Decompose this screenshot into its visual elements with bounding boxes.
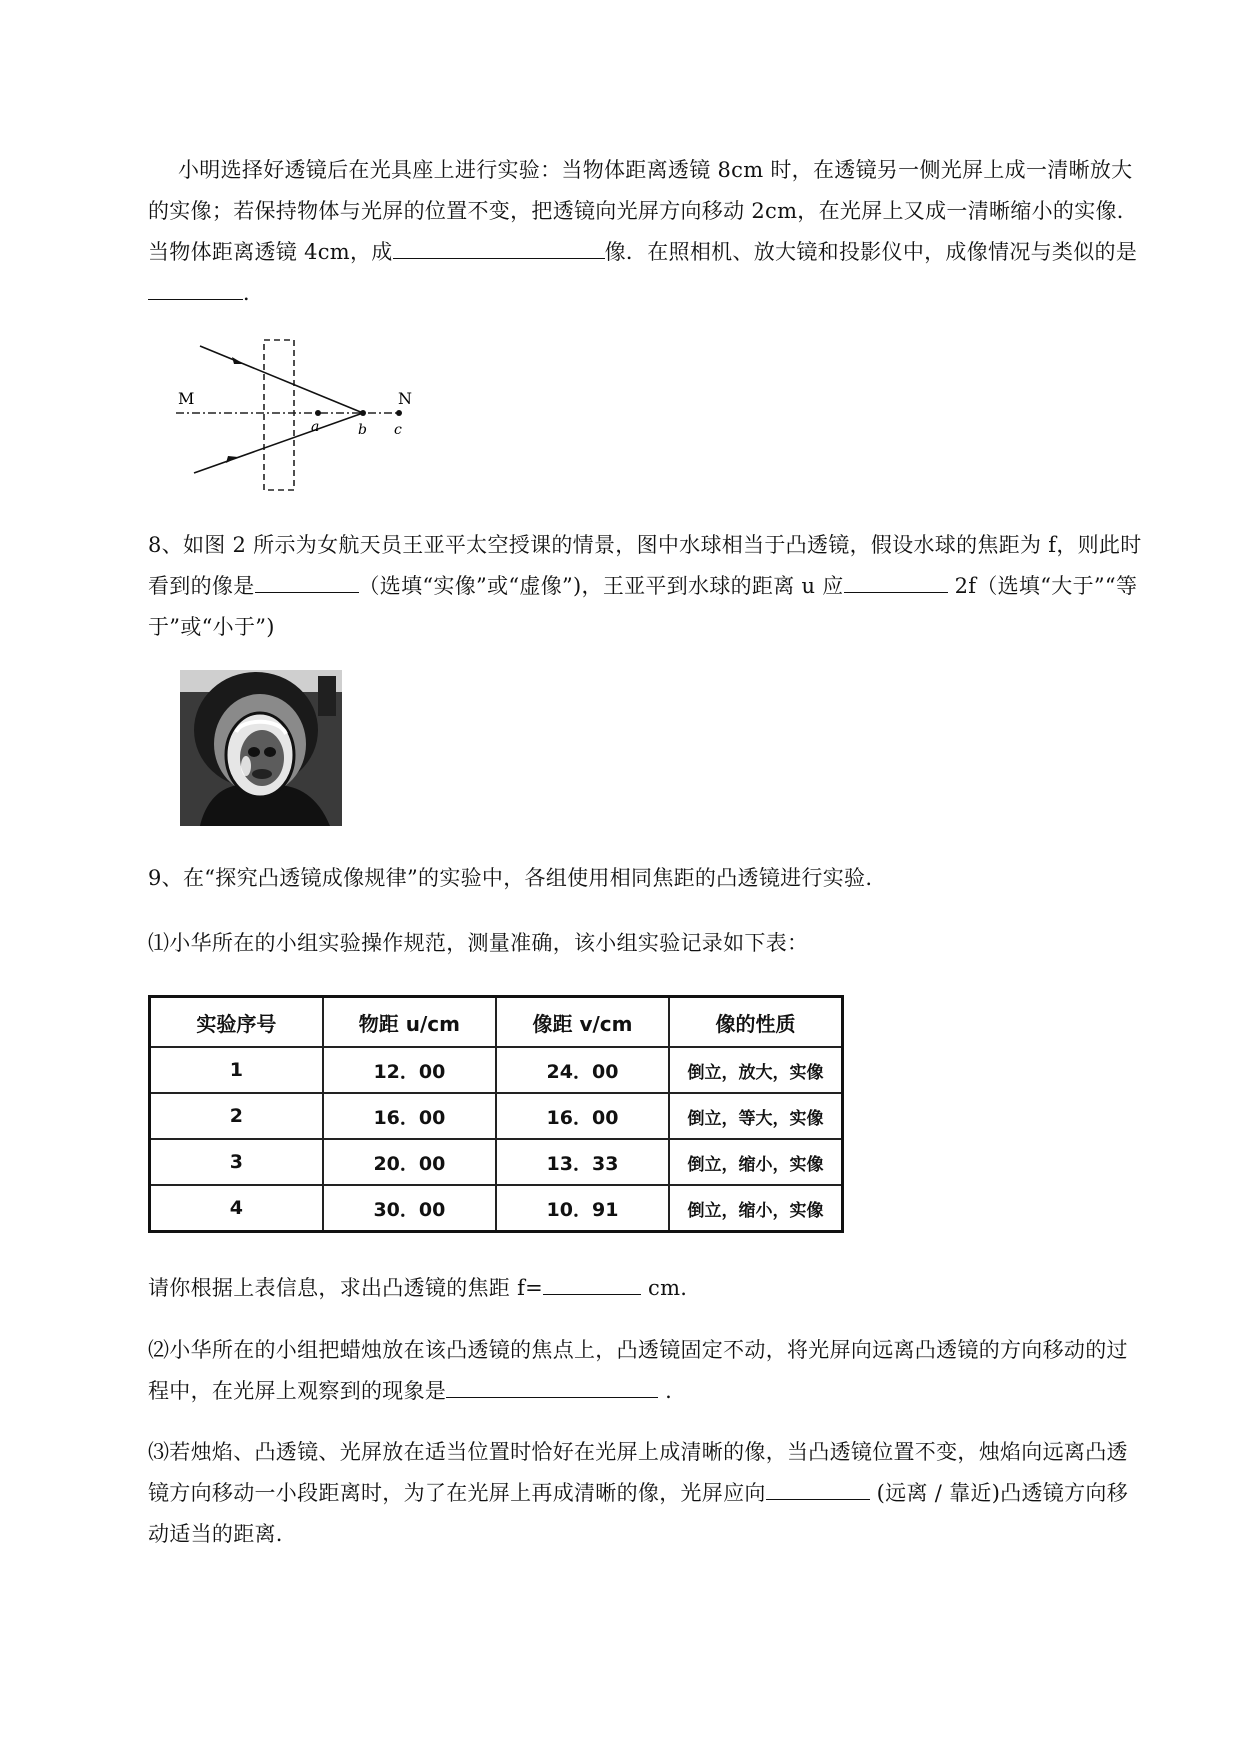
experiment-record-table bbox=[148, 995, 844, 1233]
focal-length-question bbox=[148, 1268, 1148, 1309]
table-cell: 16．00 bbox=[323, 1093, 496, 1139]
question-9-sub2 bbox=[148, 1330, 1148, 1412]
q8-text-2: （选填“实像”或“虚像”)，王亚平到水球的距离 u 应 bbox=[358, 574, 844, 598]
answer-blank-screen-direction[interactable] bbox=[766, 1477, 870, 1500]
answer-blank-image-type[interactable] bbox=[393, 236, 605, 259]
ray-bottom-arrow bbox=[226, 456, 238, 463]
question-9-sub1: ⑴小华所在的小组实验操作规范，测量准确，该小组实验记录如下表： bbox=[148, 931, 809, 955]
label-b: b bbox=[358, 422, 367, 438]
label-m: M bbox=[178, 389, 195, 408]
table-cell: 12．00 bbox=[323, 1047, 496, 1093]
table-cell: 倒立，放大，实像 bbox=[669, 1047, 842, 1093]
table-cell: 4 bbox=[150, 1185, 323, 1232]
table-cell: 24．00 bbox=[496, 1047, 669, 1093]
intro-text-1: 小明选择好透镜后在光具座上进行实验：当物体距离透镜 8cm 时，在透镜另一侧光屏上成一清晰放大的实像；若保持物体与光屏的位置不变，把透镜向光屏方向移动 2cm，在光屏上又成一清晰缩小的实像．当物体距离透镜 4cm，成 bbox=[148, 158, 1139, 264]
point-b bbox=[360, 410, 366, 416]
sub3-end: (远离 / 靠近)凸透镜方向移动适当的距离. bbox=[148, 1481, 1128, 1546]
header-trial-number: 实验序号 bbox=[150, 997, 323, 1048]
ray-bottom bbox=[194, 413, 363, 473]
label-c: c bbox=[394, 422, 402, 438]
header-image-distance: 像距 v/cm bbox=[496, 997, 669, 1048]
lens-box bbox=[264, 340, 294, 490]
table-cell: 3 bbox=[150, 1139, 323, 1185]
table-cell: 16．00 bbox=[496, 1093, 669, 1139]
question-9-title: 9、在“探究凸透镜成像规律”的实验中，各组使用相同焦距的凸透镜进行实验. bbox=[148, 866, 873, 890]
intro-text-3: ． bbox=[243, 281, 265, 305]
focal-suffix: cm. bbox=[641, 1276, 688, 1300]
q8-text-1: 8、如图 2 所示为女航天员王亚平太空授课的情景，图中水球相当于凸透镜，假设水球的焦距为 f，则此时看到的像是 bbox=[148, 533, 1142, 598]
header-object-distance: 物距 u/cm bbox=[323, 997, 496, 1048]
q8-text-3: 2f（选填“大于”“等于”或“小于”) bbox=[148, 574, 1138, 639]
table-cell: 倒立，缩小，实像 bbox=[669, 1185, 842, 1232]
table-cell: 20．00 bbox=[323, 1139, 496, 1185]
table-cell: 10．91 bbox=[496, 1185, 669, 1232]
table-row bbox=[150, 1093, 843, 1139]
label-a: a bbox=[311, 419, 320, 435]
sub2-end: . bbox=[658, 1379, 673, 1403]
sub3-text: ⑶若烛焰、凸透镜、光屏放在适当位置时恰好在光屏上成清晰的像，当凸透镜位置不变，烛焰向远离凸透镜方向移动一小段距离时，为了在光屏上再成清晰的像，光屏应向 bbox=[148, 1440, 1128, 1505]
table-cell: 30．00 bbox=[323, 1185, 496, 1232]
table-row bbox=[150, 1139, 843, 1185]
point-c bbox=[396, 410, 402, 416]
intro-text-2: 像．在照相机、放大镜和投影仪中，成像情况与类似的是 bbox=[604, 240, 1138, 264]
header-image-nature: 像的性质 bbox=[669, 997, 842, 1048]
lens-ray-diagram bbox=[170, 330, 430, 505]
ray-top-arrow bbox=[232, 357, 244, 364]
table-row bbox=[150, 1047, 843, 1093]
astronaut-water-ball-photo bbox=[180, 670, 342, 826]
answer-blank-focal-length[interactable] bbox=[543, 1272, 641, 1295]
intro-paragraph bbox=[148, 150, 1148, 314]
point-a bbox=[315, 410, 321, 416]
answer-blank-phenomenon[interactable] bbox=[446, 1375, 658, 1398]
answer-blank-image-kind[interactable] bbox=[255, 570, 359, 593]
answer-blank-device[interactable] bbox=[148, 277, 243, 300]
focal-prefix: 请你根据上表信息，求出凸透镜的焦距 f= bbox=[148, 1276, 544, 1300]
question-8 bbox=[148, 525, 1148, 648]
ray-top bbox=[200, 346, 363, 413]
table-cell: 倒立，缩小，实像 bbox=[669, 1139, 842, 1185]
answer-blank-distance-compare[interactable] bbox=[844, 570, 948, 593]
table-row bbox=[150, 1185, 843, 1232]
sub2-text: ⑵小华所在的小组把蜡烛放在该凸透镜的焦点上，凸透镜固定不动，将光屏向远离凸透镜的方向移动的过程中，在光屏上观察到的现象是 bbox=[148, 1338, 1128, 1403]
table-cell: 13．33 bbox=[496, 1139, 669, 1185]
question-9-sub3 bbox=[148, 1432, 1148, 1555]
table-header-row bbox=[150, 997, 843, 1048]
table-cell: 倒立，等大，实像 bbox=[669, 1093, 842, 1139]
label-n: N bbox=[398, 389, 412, 408]
table-cell: 2 bbox=[150, 1093, 323, 1139]
table-cell: 1 bbox=[150, 1047, 323, 1093]
